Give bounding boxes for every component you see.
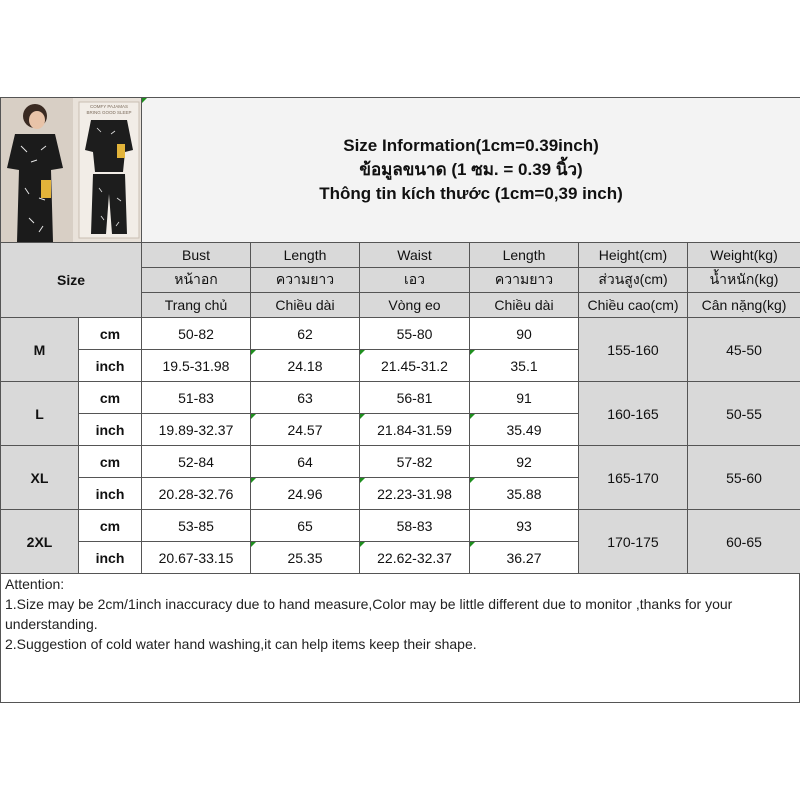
col-height-th: ส่วนสูง(cm) — [579, 268, 688, 293]
l-waist-inch-value: 21.84-31.59 — [377, 421, 452, 438]
unit-cm: cm — [79, 510, 142, 542]
l-weight: 50-55 — [688, 382, 800, 446]
2xl-length-cm: 65 — [251, 510, 360, 542]
xl-pants-length-inch — [470, 478, 579, 510]
cell-marker — [360, 414, 365, 419]
l-length-inch — [251, 414, 360, 446]
unit-inch: inch — [79, 478, 142, 510]
m-bust-inch: 19.5-31.98 — [142, 350, 251, 382]
xl-waist-inch — [360, 478, 470, 510]
col-pants-length-vi: Chiều dài — [470, 293, 579, 318]
m-length-cm: 62 — [251, 318, 360, 350]
xl-height: 165-170 — [579, 446, 688, 510]
xl-pants-length-inch-value: 35.88 — [506, 485, 542, 502]
unit-inch: inch — [79, 414, 142, 446]
col-waist-th: เอว — [360, 268, 470, 293]
cell-marker — [470, 350, 475, 355]
col-waist-vi: Vòng eo — [360, 293, 470, 318]
col-bust-en: Bust — [142, 243, 251, 268]
attention-note-1: 1.Size may be 2cm/1inch inaccuracy due to hand measure,Color may be little different due to monitor ,thanks for your understanding. — [5, 596, 733, 632]
col-length-en: Length — [251, 243, 360, 268]
l-pants-length-inch — [470, 414, 579, 446]
size-l: L — [1, 382, 79, 446]
cell-marker — [470, 478, 475, 483]
l-waist-inch — [360, 414, 470, 446]
xl-length-inch — [251, 478, 360, 510]
xl-pants-length-cm: 92 — [470, 446, 579, 478]
cell-marker — [470, 542, 475, 547]
2xl-pants-length-inch — [470, 542, 579, 574]
cell-marker — [142, 98, 147, 103]
cell-marker — [251, 414, 256, 419]
2xl-waist-inch-value: 22.62-32.37 — [377, 549, 452, 566]
cell-marker — [251, 478, 256, 483]
size-header: Size — [1, 243, 142, 318]
l-pants-length-cm: 91 — [470, 382, 579, 414]
m-length-inch — [251, 350, 360, 382]
unit-inch: inch — [79, 350, 142, 382]
l-length-inch-value: 24.57 — [287, 421, 323, 438]
m-length-inch-value: 24.18 — [287, 357, 323, 374]
col-length-th: ความยาว — [251, 268, 360, 293]
attention-notes — [0, 573, 800, 703]
unit-cm: cm — [79, 382, 142, 414]
2xl-bust-cm: 53-85 — [142, 510, 251, 542]
l-bust-inch: 19.89-32.37 — [142, 414, 251, 446]
col-bust-th: หน้าอก — [142, 268, 251, 293]
m-pants-length-cm: 90 — [470, 318, 579, 350]
xl-length-cm: 64 — [251, 446, 360, 478]
l-height: 160-165 — [579, 382, 688, 446]
m-waist-cm: 55-80 — [360, 318, 470, 350]
l-waist-cm: 56-81 — [360, 382, 470, 414]
col-length-vi: Chiều dài — [251, 293, 360, 318]
unit-cm: cm — [79, 446, 142, 478]
l-pants-length-inch-value: 35.49 — [506, 421, 542, 438]
product-photo — [1, 98, 142, 243]
size-xl: XL — [1, 446, 79, 510]
col-pants-length-en: Length — [470, 243, 579, 268]
size-info-title-block — [142, 98, 800, 243]
cell-marker — [251, 542, 256, 547]
xl-waist-cm: 57-82 — [360, 446, 470, 478]
title-thai: ข้อมูลขนาด (1 ซม. = 0.39 นิ้ว) — [359, 160, 583, 179]
2xl-pants-length-cm: 93 — [470, 510, 579, 542]
col-weight-vi: Cân nặng(kg) — [688, 293, 800, 318]
col-height-vi: Chiều cao(cm) — [579, 293, 688, 318]
2xl-waist-cm: 58-83 — [360, 510, 470, 542]
2xl-pants-length-inch-value: 36.27 — [506, 549, 542, 566]
xl-bust-inch: 20.28-32.76 — [142, 478, 251, 510]
xl-waist-inch-value: 22.23-31.98 — [377, 485, 452, 502]
m-waist-inch-value: 21.45-31.2 — [381, 357, 448, 374]
m-weight: 45-50 — [688, 318, 800, 382]
size-2xl: 2XL — [1, 510, 79, 574]
pajama-product-image — [1, 98, 142, 242]
m-height: 155-160 — [579, 318, 688, 382]
m-pants-length-inch-value: 35.1 — [510, 357, 538, 374]
product-caption-2: BRING GOOD SLEEP — [86, 110, 132, 115]
l-length-cm: 63 — [251, 382, 360, 414]
xl-length-inch-value: 24.96 — [287, 485, 323, 502]
col-bust-vi: Trang chủ — [142, 293, 251, 318]
cell-marker — [251, 350, 256, 355]
title-vietnamese: Thông tin kích thước (1cm=0,39 inch) — [319, 184, 623, 203]
m-waist-inch — [360, 350, 470, 382]
cell-marker — [360, 350, 365, 355]
2xl-waist-inch — [360, 542, 470, 574]
size-m: M — [1, 318, 79, 382]
size-chart-table — [0, 97, 800, 574]
unit-inch: inch — [79, 542, 142, 574]
title-english: Size Information(1cm=0.39inch) — [343, 136, 599, 155]
cell-marker — [360, 542, 365, 547]
m-bust-cm: 50-82 — [142, 318, 251, 350]
2xl-weight: 60-65 — [688, 510, 800, 574]
attention-heading: Attention: — [5, 576, 65, 592]
m-pants-length-inch — [470, 350, 579, 382]
l-bust-cm: 51-83 — [142, 382, 251, 414]
col-height-en: Height(cm) — [579, 243, 688, 268]
col-waist-en: Waist — [360, 243, 470, 268]
attention-note-2: 2.Suggestion of cold water hand washing,it can help items keep their shape. — [5, 636, 477, 652]
col-weight-th: น้ำหนัก(kg) — [688, 268, 800, 293]
unit-cm: cm — [79, 318, 142, 350]
product-caption-1: COMFY PAJAMAS — [89, 104, 129, 109]
2xl-length-inch-value: 25.35 — [287, 549, 323, 566]
xl-bust-cm: 52-84 — [142, 446, 251, 478]
2xl-bust-inch: 20.67-33.15 — [142, 542, 251, 574]
2xl-length-inch — [251, 542, 360, 574]
cell-marker — [470, 414, 475, 419]
cell-marker — [360, 478, 365, 483]
xl-weight: 55-60 — [688, 446, 800, 510]
col-pants-length-th: ความยาว — [470, 268, 579, 293]
col-weight-en: Weight(kg) — [688, 243, 800, 268]
2xl-height: 170-175 — [579, 510, 688, 574]
